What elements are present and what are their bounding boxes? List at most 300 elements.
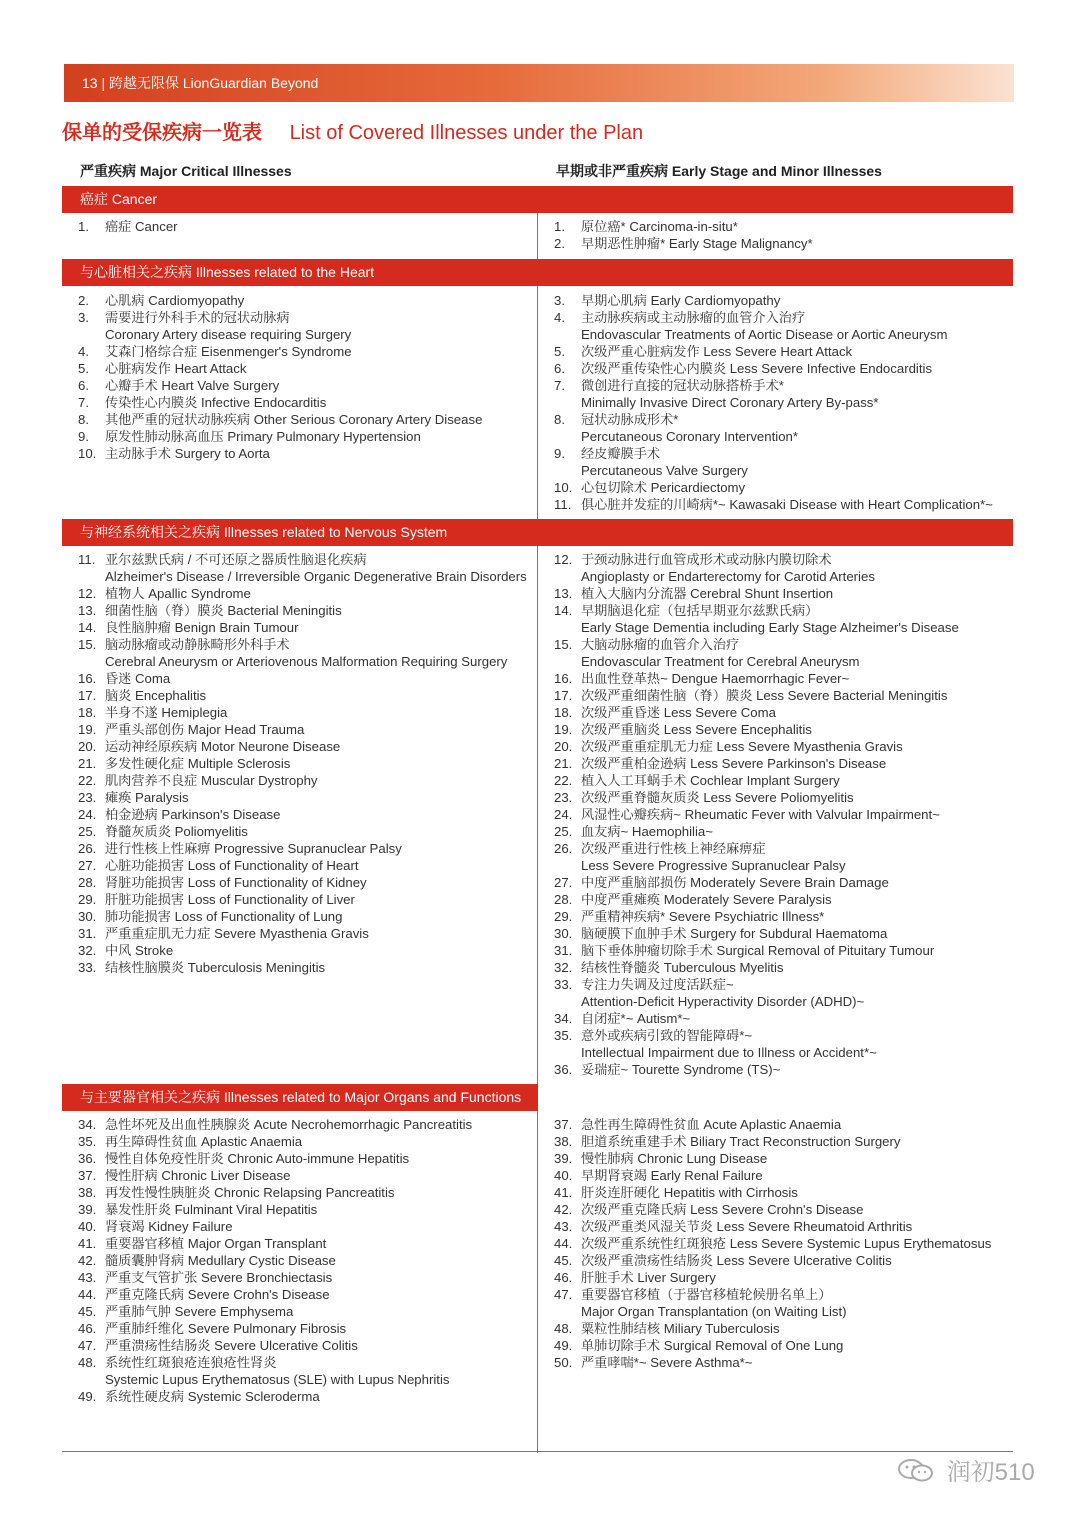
- item-text: 重要器官移植 Major Organ Transplant: [105, 1236, 327, 1251]
- item-text: 系统性硬皮病 Systemic Scleroderma: [105, 1389, 320, 1404]
- item-number: 42.: [78, 1253, 97, 1268]
- item-subtext: Intellectual Impairment due to Illness or Accident*~: [581, 1045, 877, 1060]
- item-text: 慢性肺病 Chronic Lung Disease: [581, 1151, 768, 1166]
- item-text: 脊髓灰质炎 Poliomyelitis: [105, 824, 248, 839]
- item-text: 需要进行外科手术的冠状动脉病: [105, 310, 290, 325]
- item-number: 15.: [554, 637, 573, 652]
- list-item: [554, 1201, 1024, 1218]
- item-number: 20.: [554, 739, 573, 754]
- list-item: [554, 1133, 1024, 1150]
- item-number: 33.: [78, 960, 97, 975]
- item-text: 肌肉营养不良症 Muscular Dystrophy: [105, 773, 318, 788]
- list-item: [554, 1150, 1024, 1167]
- item-text: 严重精神疾病* Severe Psychiatric Illness*: [581, 909, 825, 924]
- list-item: [554, 496, 1024, 513]
- heart-major-list: [78, 292, 533, 462]
- item-number: 38.: [78, 1185, 97, 1200]
- item-text: 严重支气管扩张 Severe Bronchiectasis: [105, 1270, 333, 1285]
- organs-major-list: [78, 1116, 533, 1405]
- list-item: [78, 1354, 533, 1388]
- item-number: 43.: [554, 1219, 573, 1234]
- list-item: [554, 840, 1024, 874]
- list-item: [78, 551, 533, 585]
- item-number: 4.: [78, 344, 89, 359]
- list-item: [78, 738, 533, 755]
- item-text: 俱心脏并发症的川崎病*~ Kawasaki Disease with Heart Complication*~: [581, 497, 993, 512]
- nervous-early-list: [554, 551, 1024, 1078]
- item-number: 6.: [78, 378, 89, 393]
- item-subtext: Percutaneous Coronary Intervention*: [581, 429, 798, 444]
- item-number: 39.: [554, 1151, 573, 1166]
- item-number: 11.: [78, 552, 96, 567]
- list-item: [554, 959, 1024, 976]
- item-number: 40.: [78, 1219, 97, 1234]
- item-text: 专注力失调及过度活跃症~: [581, 977, 734, 992]
- list-item: [554, 479, 1024, 496]
- list-item: [554, 1354, 1024, 1371]
- list-item: [78, 942, 533, 959]
- list-item: [78, 360, 533, 377]
- item-number: 12.: [554, 552, 573, 567]
- item-text: 意外或疾病引致的智能障碍*~: [581, 1028, 753, 1043]
- list-item: [78, 687, 533, 704]
- item-number: 46.: [78, 1321, 97, 1336]
- item-text: 结核性脑膜炎 Tuberculosis Meningitis: [105, 960, 326, 975]
- item-number: 30.: [78, 909, 97, 924]
- list-item: [554, 806, 1024, 823]
- list-item: [554, 343, 1024, 360]
- list-item: [554, 411, 1024, 445]
- list-item: [554, 292, 1024, 309]
- item-number: 16.: [78, 671, 97, 686]
- section-bar-major-organs: 与主要器官相关之疾病 Illnesses related to Major Organs and Functions: [62, 1084, 538, 1111]
- organs-early-list: [554, 1116, 1024, 1371]
- item-number: 23.: [554, 790, 573, 805]
- item-number: 5.: [78, 361, 89, 376]
- item-number: 18.: [78, 705, 97, 720]
- list-item: [554, 445, 1024, 479]
- list-item: [78, 445, 533, 462]
- item-number: 22.: [554, 773, 573, 788]
- list-item: [78, 721, 533, 738]
- list-item: [554, 891, 1024, 908]
- item-number: 46.: [554, 1270, 573, 1285]
- item-text: 中风 Stroke: [105, 943, 174, 958]
- watermark-text: 润初510: [946, 1459, 1035, 1486]
- list-item: [554, 218, 1024, 235]
- item-text: 中度严重瘫痪 Moderately Severe Paralysis: [581, 892, 832, 907]
- item-number: 1.: [78, 219, 89, 234]
- cancer-early-list: [554, 218, 1024, 252]
- item-number: 14.: [554, 603, 573, 618]
- item-number: 17.: [554, 688, 573, 703]
- item-text: 中度严重脑部损伤 Moderately Severe Brain Damage: [581, 875, 889, 890]
- item-text: 昏迷 Coma: [105, 671, 171, 686]
- list-item: [78, 602, 533, 619]
- item-text: 重要器官移植（于器官移植轮候册名单上）: [581, 1287, 832, 1302]
- item-text: 次级严重传染性心内膜炎 Less Severe Infective Endocarditis: [581, 361, 933, 376]
- item-subtext: Less Severe Progressive Supranuclear Palsy: [581, 858, 846, 873]
- item-text: 严重哮喘*~ Severe Asthma*~: [581, 1355, 753, 1370]
- list-item: [78, 1269, 533, 1286]
- item-text: 进行性核上性麻痹 Progressive Supranuclear Palsy: [105, 841, 402, 856]
- item-text: 植入人工耳蜗手术 Cochlear Implant Surgery: [581, 773, 840, 788]
- list-item: [554, 908, 1024, 925]
- item-text: 单肺切除手术 Surgical Removal of One Lung: [581, 1338, 844, 1353]
- item-text: 暴发性肝炎 Fulminant Viral Hepatitis: [105, 1202, 318, 1217]
- item-number: 35.: [554, 1028, 573, 1043]
- page-title-zh: 保单的受保疾病一览表: [62, 122, 262, 144]
- item-number: 7.: [554, 378, 565, 393]
- item-number: 26.: [78, 841, 97, 856]
- list-item: [554, 1218, 1024, 1235]
- item-number: 45.: [78, 1304, 97, 1319]
- item-number: 49.: [78, 1389, 97, 1404]
- item-text: 粟粒性肺结核 Miliary Tuberculosis: [581, 1321, 780, 1336]
- list-item: [78, 806, 533, 823]
- list-item: [78, 704, 533, 721]
- list-item: [554, 687, 1024, 704]
- column-header-major: 严重疾病 Major Critical Illnesses: [80, 163, 292, 179]
- item-number: 25.: [554, 824, 573, 839]
- item-text: 严重肺气肿 Severe Emphysema: [105, 1304, 294, 1319]
- item-text: 柏金逊病 Parkinson's Disease: [105, 807, 281, 822]
- item-text: 冠状动脉成形术*: [581, 412, 679, 427]
- item-number: 27.: [554, 875, 573, 890]
- list-item: [554, 925, 1024, 942]
- item-number: 17.: [78, 688, 97, 703]
- item-text: 脑硬膜下血肿手术 Surgery for Subdural Haematoma: [581, 926, 888, 941]
- heart-early-list: [554, 292, 1024, 513]
- item-number: 36.: [78, 1151, 97, 1166]
- item-text: 风湿性心瓣疾病~ Rheumatic Fever with Valvular Impairment~: [581, 807, 940, 822]
- item-subtext: Attention-Deficit Hyperactivity Disorder (ADHD)~: [581, 994, 865, 1009]
- item-number: 2.: [554, 236, 565, 251]
- item-text: 次级严重细菌性脑（脊）膜炎 Less Severe Bacterial Meningitis: [581, 688, 948, 703]
- list-item: [78, 1388, 533, 1405]
- item-number: 32.: [554, 960, 573, 975]
- item-text: 再发性慢性胰脏炎 Chronic Relapsing Pancreatitis: [105, 1185, 395, 1200]
- list-item: [78, 1235, 533, 1252]
- item-number: 9.: [554, 446, 565, 461]
- item-text: 再生障碍性贫血 Aplastic Anaemia: [105, 1134, 303, 1149]
- item-text: 次级严重脑炎 Less Severe Encephalitis: [581, 722, 812, 737]
- item-text: 严重克隆氏病 Severe Crohn's Disease: [105, 1287, 330, 1302]
- item-text: 胆道系统重建手术 Biliary Tract Reconstruction Surgery: [581, 1134, 901, 1149]
- list-item: [554, 1061, 1024, 1078]
- page-title: [62, 116, 643, 145]
- page-title-en: List of Covered Illnesses under the Plan: [289, 122, 644, 144]
- item-text: 传染性心内膜炎 Infective Endocarditis: [105, 395, 327, 410]
- list-item: [554, 377, 1024, 411]
- item-text: 急性再生障碍性贫血 Acute Aplastic Anaemia: [581, 1117, 842, 1132]
- item-number: 3.: [78, 310, 89, 325]
- list-item: [554, 551, 1024, 585]
- item-text: 肝脏功能损害 Loss of Functionality of Liver: [105, 892, 355, 907]
- item-number: 32.: [78, 943, 97, 958]
- item-text: 微创进行直接的冠状动脉搭桥手术*: [581, 378, 784, 393]
- list-item: [78, 891, 533, 908]
- item-subtext: Angioplasty or Endarterectomy for Carotid Arteries: [581, 569, 875, 584]
- item-text: 脑动脉瘤或动静脉畸形外科手术: [105, 637, 290, 652]
- list-item: [554, 1320, 1024, 1337]
- list-item: [554, 704, 1024, 721]
- item-number: 28.: [554, 892, 573, 907]
- list-item: [78, 670, 533, 687]
- wechat-icon: [896, 1457, 936, 1483]
- item-number: 41.: [78, 1236, 97, 1251]
- item-text: 严重头部创伤 Major Head Trauma: [105, 722, 305, 737]
- item-number: 44.: [554, 1236, 573, 1251]
- item-subtext: Percutaneous Valve Surgery: [581, 463, 748, 478]
- item-text: 经皮瓣膜手术: [581, 446, 661, 461]
- item-text: 次级严重柏金逊病 Less Severe Parkinson's Disease: [581, 756, 887, 771]
- item-text: 运动神经原疾病 Motor Neurone Disease: [105, 739, 341, 754]
- item-number: 18.: [554, 705, 573, 720]
- item-number: 43.: [78, 1270, 97, 1285]
- item-number: 39.: [78, 1202, 97, 1217]
- header-text: 13 | 跨越无限保 LionGuardian Beyond: [82, 75, 319, 91]
- item-text: 血友病~ Haemophilia~: [581, 824, 713, 839]
- list-item: [554, 1269, 1024, 1286]
- list-item: [78, 1133, 533, 1150]
- list-item: [78, 377, 533, 394]
- watermark: [896, 1452, 1035, 1487]
- header-band: [64, 64, 1014, 102]
- item-number: 25.: [78, 824, 97, 839]
- item-text: 严重肺纤维化 Severe Pulmonary Fibrosis: [105, 1321, 347, 1336]
- item-text: 心肌病 Cardiomyopathy: [105, 293, 245, 308]
- item-number: 47.: [554, 1287, 573, 1302]
- item-number: 23.: [78, 790, 97, 805]
- list-item: [554, 636, 1024, 670]
- list-item: [78, 394, 533, 411]
- item-number: 48.: [554, 1321, 573, 1336]
- list-item: [78, 343, 533, 360]
- column-divider: [537, 213, 538, 1453]
- list-item: [78, 1320, 533, 1337]
- list-item: [78, 619, 533, 636]
- list-item: [554, 789, 1024, 806]
- item-number: 44.: [78, 1287, 97, 1302]
- item-number: 48.: [78, 1355, 97, 1370]
- section-bar-cancer: 癌症 Cancer: [62, 186, 1013, 213]
- item-number: 24.: [78, 807, 97, 822]
- item-text: 其他严重的冠状动脉疾病 Other Serious Coronary Artery Disease: [105, 412, 483, 427]
- list-item: [554, 1027, 1024, 1061]
- item-number: 20.: [78, 739, 97, 754]
- list-item: [554, 585, 1024, 602]
- list-item: [554, 1286, 1024, 1320]
- item-text: 心脏功能损害 Loss of Functionality of Heart: [105, 858, 359, 873]
- list-item: [78, 789, 533, 806]
- item-text: 肝脏手术 Liver Surgery: [581, 1270, 716, 1285]
- item-number: 40.: [554, 1168, 573, 1183]
- item-text: 大脑动脉瘤的血管介入治疗: [581, 637, 740, 652]
- item-subtext: Systemic Lupus Erythematosus (SLE) with Lupus Nephritis: [105, 1372, 450, 1387]
- section-bar-heart: 与心脏相关之疾病 Illnesses related to the Heart: [62, 259, 1013, 286]
- item-number: 34.: [554, 1011, 573, 1026]
- item-number: 3.: [554, 293, 565, 308]
- item-text: 次级严重心脏病发作 Less Severe Heart Attack: [581, 344, 853, 359]
- item-number: 28.: [78, 875, 97, 890]
- item-number: 30.: [554, 926, 573, 941]
- item-number: 12.: [78, 586, 97, 601]
- list-item: [554, 942, 1024, 959]
- list-item: [554, 721, 1024, 738]
- item-number: 16.: [554, 671, 573, 686]
- list-item: [78, 1116, 533, 1133]
- item-subtext: Endovascular Treatments of Aortic Disease or Aortic Aneurysm: [581, 327, 948, 342]
- item-text: 良性脑肿瘤 Benign Brain Tumour: [105, 620, 299, 635]
- item-text: 肾衰竭 Kidney Failure: [105, 1219, 233, 1234]
- list-item: [78, 1252, 533, 1269]
- item-text: 出血性登革热~ Dengue Haemorrhagic Fever~: [581, 671, 850, 686]
- item-text: 结核性脊髓炎 Tuberculous Myelitis: [581, 960, 784, 975]
- list-item: [78, 1286, 533, 1303]
- item-text: 亚尔兹默氏病 / 不可还原之器质性脑退化疾病: [105, 552, 367, 567]
- item-number: 41.: [554, 1185, 573, 1200]
- list-item: [78, 428, 533, 445]
- item-text: 多发性硬化症 Multiple Sclerosis: [105, 756, 291, 771]
- list-item: [554, 1116, 1024, 1133]
- item-text: 原发性肺动脉高血压 Primary Pulmonary Hypertension: [105, 429, 421, 444]
- item-text: 植物人 Apallic Syndrome: [105, 586, 251, 601]
- list-item: [78, 823, 533, 840]
- item-text: 癌症 Cancer: [105, 219, 178, 234]
- item-number: 19.: [78, 722, 97, 737]
- item-text: 慢性肝病 Chronic Liver Disease: [105, 1168, 291, 1183]
- item-number: 14.: [78, 620, 97, 635]
- item-number: 29.: [554, 909, 573, 924]
- list-item: [78, 840, 533, 857]
- list-item: [554, 823, 1024, 840]
- item-text: 次级严重重症肌无力症 Less Severe Myasthenia Gravis: [581, 739, 903, 754]
- list-item: [78, 1184, 533, 1201]
- item-number: 34.: [78, 1117, 97, 1132]
- item-subtext: Alzheimer's Disease / Irreversible Organic Degenerative Brain Disorders: [105, 569, 527, 584]
- cancer-major-list: [78, 218, 533, 235]
- item-number: 47.: [78, 1338, 97, 1353]
- list-item: [78, 755, 533, 772]
- item-number: 1.: [554, 219, 565, 234]
- item-number: 35.: [78, 1134, 97, 1149]
- item-text: 髓质囊肿肾病 Medullary Cystic Disease: [105, 1253, 336, 1268]
- item-number: 31.: [554, 943, 573, 958]
- list-item: [78, 292, 533, 309]
- list-item: [78, 857, 533, 874]
- item-number: 2.: [78, 293, 89, 308]
- item-number: 21.: [78, 756, 97, 771]
- item-text: 肝炎连肝硬化 Hepatitis with Cirrhosis: [581, 1185, 798, 1200]
- list-item: [78, 772, 533, 789]
- item-number: 29.: [78, 892, 97, 907]
- list-item: [554, 772, 1024, 789]
- item-text: 心脏病发作 Heart Attack: [105, 361, 247, 376]
- item-number: 24.: [554, 807, 573, 822]
- list-item: [554, 1010, 1024, 1027]
- item-text: 于颈动脉进行血管成形术或动脉内膜切除术: [581, 552, 832, 567]
- item-number: 7.: [78, 395, 89, 410]
- list-item: [78, 636, 533, 670]
- list-item: [78, 1218, 533, 1235]
- item-number: 36.: [554, 1062, 573, 1077]
- item-number: 26.: [554, 841, 573, 856]
- item-text: 系统性红斑狼疮连狼疮性肾炎: [105, 1355, 277, 1370]
- item-number: 9.: [78, 429, 89, 444]
- item-text: 早期心肌病 Early Cardiomyopathy: [581, 293, 781, 308]
- item-text: 肾脏功能损害 Loss of Functionality of Kidney: [105, 875, 367, 890]
- item-number: 49.: [554, 1338, 573, 1353]
- item-number: 50.: [554, 1355, 573, 1370]
- item-number: 8.: [554, 412, 565, 427]
- item-text: 瘫痪 Paralysis: [105, 790, 189, 805]
- list-item: [78, 1201, 533, 1218]
- list-item: [554, 738, 1024, 755]
- list-item: [554, 1184, 1024, 1201]
- item-number: 11.: [554, 497, 572, 512]
- item-text: 次级严重类风湿关节炎 Less Severe Rheumatoid Arthritis: [581, 1219, 913, 1234]
- item-text: 严重溃疡性结肠炎 Severe Ulcerative Colitis: [105, 1338, 358, 1353]
- bottom-rule: [62, 1451, 1013, 1452]
- item-number: 27.: [78, 858, 97, 873]
- list-item: [554, 309, 1024, 343]
- list-item: [554, 1235, 1024, 1252]
- item-number: 22.: [78, 773, 97, 788]
- item-text: 植入大脑内分流器 Cerebral Shunt Insertion: [581, 586, 834, 601]
- item-number: 37.: [78, 1168, 97, 1183]
- item-text: 半身不遂 Hemiplegia: [105, 705, 228, 720]
- item-text: 次级严重系统性红斑狼疮 Less Severe Systemic Lupus Erythematosus: [581, 1236, 992, 1251]
- list-item: [78, 1303, 533, 1320]
- item-number: 6.: [554, 361, 565, 376]
- list-item: [78, 959, 533, 976]
- item-number: 42.: [554, 1202, 573, 1217]
- item-number: 19.: [554, 722, 573, 737]
- nervous-major-list: [78, 551, 533, 976]
- item-number: 37.: [554, 1117, 573, 1132]
- list-item: [554, 670, 1024, 687]
- item-number: 33.: [554, 977, 573, 992]
- item-number: 45.: [554, 1253, 573, 1268]
- item-subtext: Early Stage Dementia including Early Stage Alzheimer's Disease: [581, 620, 959, 635]
- item-text: 主动脉疾病或主动脉瘤的血管介入治疗: [581, 310, 806, 325]
- item-number: 8.: [78, 412, 89, 427]
- item-text: 自闭症*~ Autism*~: [581, 1011, 691, 1026]
- item-subtext: Major Organ Transplantation (on Waiting List): [581, 1304, 847, 1319]
- item-text: 慢性自体免疫性肝炎 Chronic Auto-immune Hepatitis: [105, 1151, 410, 1166]
- item-text: 脑炎 Encephalitis: [105, 688, 207, 703]
- list-item: [78, 874, 533, 891]
- list-item: [78, 218, 533, 235]
- item-text: 早期肾衰竭 Early Renal Failure: [581, 1168, 763, 1183]
- item-text: 肺功能损害 Loss of Functionality of Lung: [105, 909, 343, 924]
- item-number: 13.: [78, 603, 97, 618]
- item-text: 细菌性脑（脊）膜炎 Bacterial Meningitis: [105, 603, 342, 618]
- column-header-early-stage: 早期或非严重疾病 Early Stage and Minor Illnesses: [556, 163, 882, 179]
- item-text: 脑下垂体肿瘤切除手术 Surgical Removal of Pituitary Tumour: [581, 943, 935, 958]
- section-bar-nervous-system: 与神经系统相关之疾病 Illnesses related to Nervous System: [62, 519, 1013, 546]
- item-text: 早期恶性肿瘤* Early Stage Malignancy*: [581, 236, 813, 251]
- item-number: 5.: [554, 344, 565, 359]
- list-item: [78, 908, 533, 925]
- item-text: 主动脉手术 Surgery to Aorta: [105, 446, 270, 461]
- item-text: 次级严重克隆氏病 Less Severe Crohn's Disease: [581, 1202, 864, 1217]
- list-item: [78, 925, 533, 942]
- item-subtext: Cerebral Aneurysm or Arteriovenous Malformation Requiring Surgery: [105, 654, 508, 669]
- item-text: 次级严重溃疡性结肠炎 Less Severe Ulcerative Colitis: [581, 1253, 892, 1268]
- item-subtext: Minimally Invasive Direct Coronary Artery By-pass*: [581, 395, 879, 410]
